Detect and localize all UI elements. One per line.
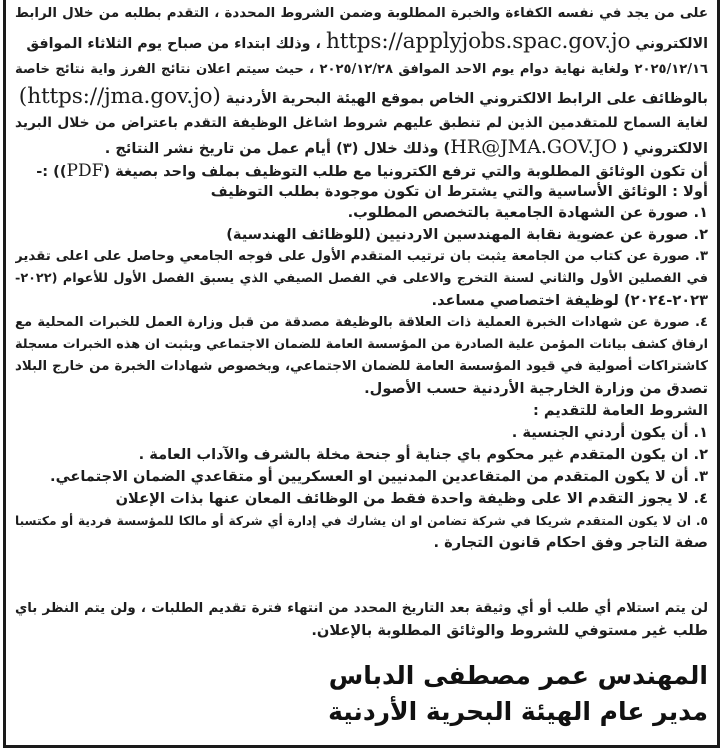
required-document-item-continued: في الفصلين الأول والثاني لسنة التخرج والاعلى في الفصل الصيفي الذي يسبق الفصل الأول للأعوام (٢٠٢٢-	[15, 271, 708, 286]
apply-url-link[interactable]: https://applyjobs.spac.gov.jo	[325, 29, 631, 54]
site-url-link[interactable]: (https://jma.gov.jo)	[18, 84, 221, 109]
required-document-item-continued: تصدق من وزارة الخارجية الأردنية حسب الأصول.	[364, 380, 708, 397]
announcement-frame	[3, 0, 720, 748]
signatory-name: المهندس عمر مصطفى الدباس	[328, 661, 708, 690]
intro-line-1: على من يجد في نفسه الكفاءة والخبرة المطلوبة وضمن الشروط المحددة ، التقدم بطلبه من خلال الرابط	[15, 6, 708, 21]
general-condition-item: ٢. ان يكون المتقدم غير محكوم باي جناية أو جنحة مخلة بالشرف والآداب العامة .	[138, 446, 708, 463]
required-document-item-continued: كاشتراكات أصولية في قيود المؤسسة العامة للضمان الاجتماعي، وبخصوص شهادات الخبرة من خارج البلاد	[15, 359, 708, 374]
intro-line-6	[15, 134, 708, 160]
required-document-item: ٣. صورة عن كتاب من الجامعة يثبت بان ترتيب المتقدم الأول على فوجه الجامعي وحاصل على اعلى تقدير	[15, 249, 708, 264]
email-link[interactable]: HR@JMA.GOV.JO	[450, 136, 617, 158]
required-document-item: ٤. صورة عن شهادات الخبرة العملية ذات العلاقة بالوظيفة مصدقة من قبل وزارة العمل للخبرات المحلية مع	[15, 315, 708, 330]
intro-line-6-after: ) وذلك خلال (٣) أيام عمل من تاريخ نشر النتائج .	[104, 140, 451, 157]
documents-intro-before: أن تكون الوثائق المطلوبة والتي ترفع الكترونيا مع طلب التوظيف بملف واحد بصيغة (	[103, 163, 708, 180]
intro-line-6-before: الالكتروني (	[622, 140, 708, 157]
closing-line-1: لن يتم استلام أي طلب أو أي وثيقة بعد التاريخ المحدد من انتهاء فترة تقديم الطلبات ، ولن يتم النظر باي	[15, 601, 708, 616]
required-document-item: ٢. صورة عن عضوية نقابة المهندسين الاردنيين (للوظائف الهندسية)	[226, 226, 708, 243]
signatory-title: مدير عام الهيئة البحرية الأردنية	[328, 697, 708, 726]
intro-line-4	[15, 82, 708, 112]
required-document-item: ١. صورة عن الشهادة الجامعية بالتخصص المطلوب.	[347, 204, 708, 221]
documents-intro-after: )) :-	[36, 163, 67, 180]
pdf-format-label: PDF	[66, 161, 104, 181]
intro-line-2-before: الالكتروني	[635, 36, 708, 52]
documents-intro-line	[15, 160, 708, 182]
required-documents-heading: أولا : الوثائق الأساسية والتي يشترط ان تكون موجودة بطلب التوظيف	[210, 183, 708, 200]
required-document-item-continued: ارفاق كشف بيانات المؤمن علية الصادرة من المؤسسة العامة للضمان الاجتماعي ويثبت ان هذه الخبرات مسجلة	[15, 337, 708, 352]
announcement-document	[15, 0, 708, 745]
general-condition-item: ٤. لا يجوز التقدم الا على وظيفة واحدة فقط من الوظائف المعان عنها بذات الإعلان	[115, 490, 708, 507]
intro-line-3: ٢٠٢٥/١٢/١٦ ولغاية نهاية دوام يوم الاحد الموافق ٢٠٢٥/١٢/٢٨ ، حيث سيتم اعلان نتائج الفرز واية نتائج خاصة	[15, 62, 708, 77]
intro-line-2	[15, 27, 708, 57]
general-condition-item: ١. أن يكون أردني الجنسية .	[511, 424, 708, 441]
intro-line-2-after: ، وذلك ابتداء من صباح يوم الثلاثاء الموافق	[26, 36, 321, 52]
intro-line-5: لغاية السماح للمتقدمين الذين لم تنطبق عليهم شروط اشاغل الوظيفة التقدم باعتراض من خلال البريد	[15, 115, 708, 131]
general-condition-item-continued: صفة التاجر وفق احكام قانون التجارة .	[433, 534, 708, 551]
required-document-item-continued: ٢٠٢٣-٢٠٢٤) لوظيفة اختصاصي مساعد.	[431, 292, 708, 309]
intro-line-4-before: بالوظائف على الرابط الالكتروني الخاص بموقع الهيئة البحرية الأردنية	[225, 91, 708, 107]
general-condition-item: ٣. أن لا يكون المتقدم من المتقاعدين المدنيين او العسكريين أو متقاعدي الضمان الاجتماعي.	[50, 468, 708, 485]
closing-line-2: طلب غير مستوفي للشروط والوثائق المطلوبة بالإعلان.	[311, 622, 708, 639]
general-conditions-heading: الشروط العامة للتقديم :	[532, 402, 708, 419]
general-condition-item: ٥. ان لا يكون المتقدم شريكا في شركة تضامن او ان يشارك في إدارة أي شركة أو مالكا للمؤسسة فردية أو مكتسبا	[15, 514, 708, 528]
